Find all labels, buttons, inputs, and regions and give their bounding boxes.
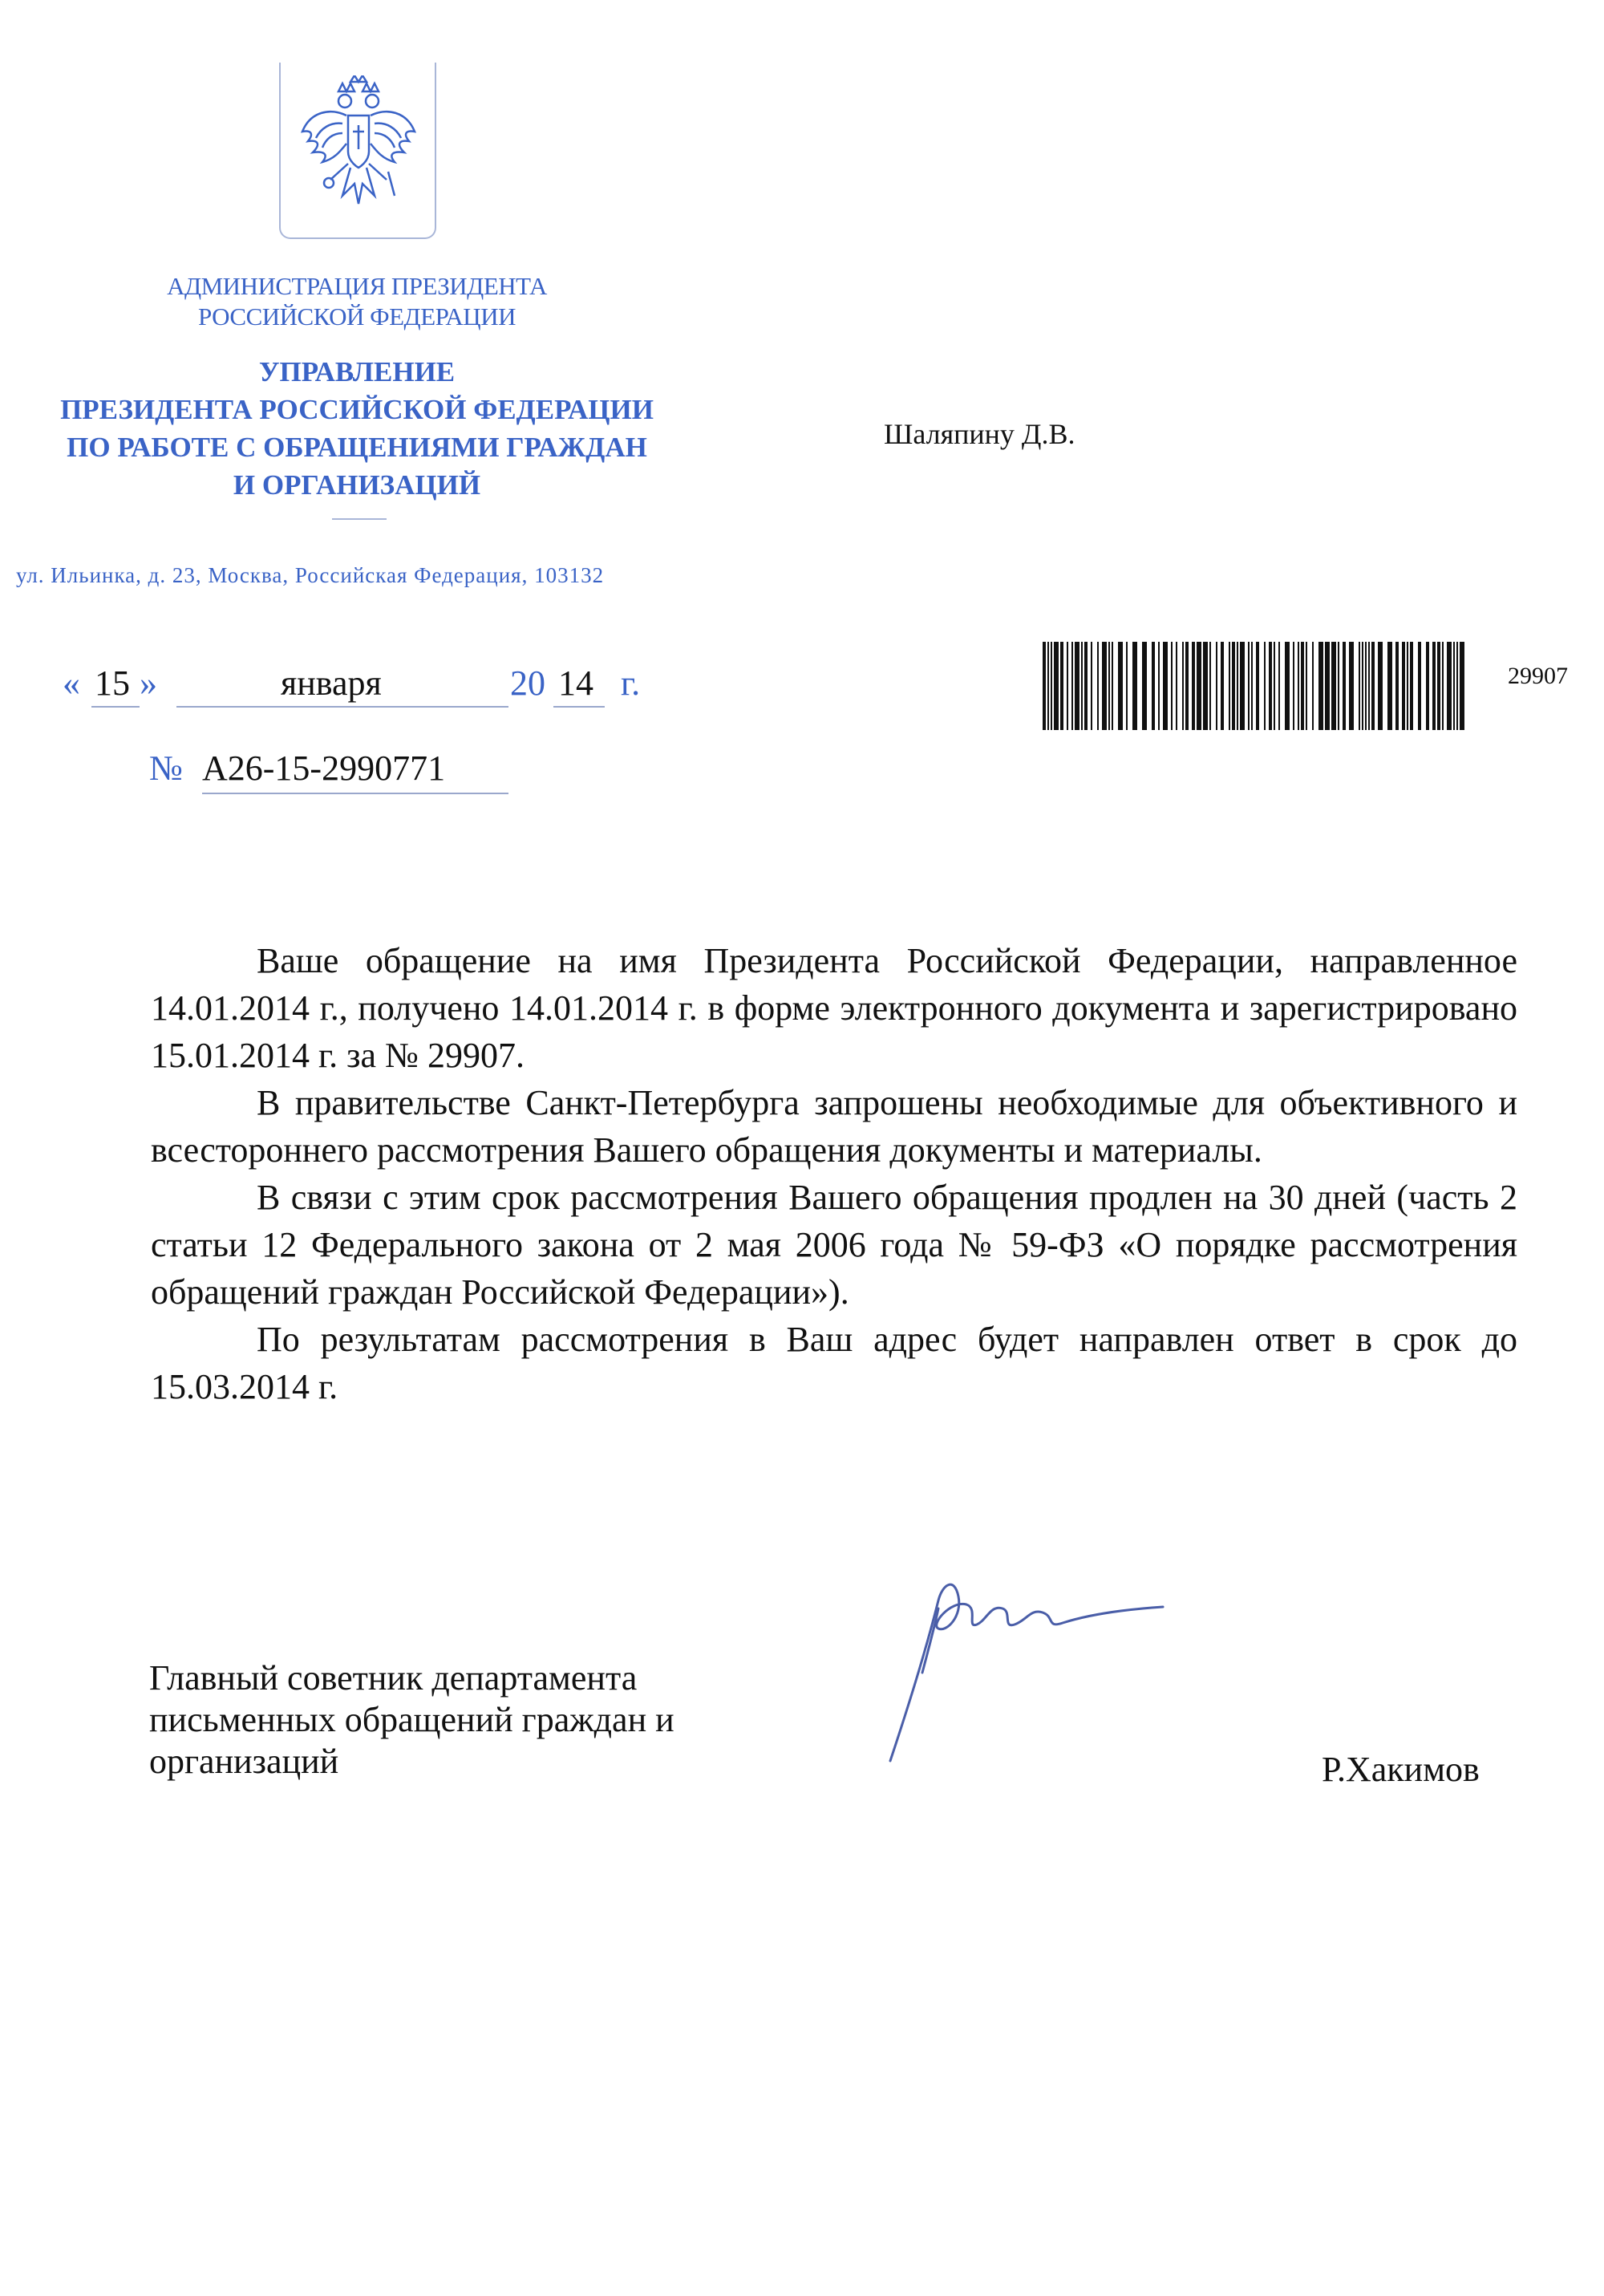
barcode-bar (1112, 642, 1113, 730)
signer-position-line2: письменных обращений граждан и (149, 1700, 674, 1739)
signer-position-line1: Главный советник департамента (149, 1658, 638, 1698)
barcode-bar (1216, 642, 1217, 730)
department-name-line2: ПРЕЗИДЕНТА РОССИЙСКОЙ ФЕДЕРАЦИИ (60, 394, 654, 425)
barcode-bar (1293, 642, 1294, 730)
date-day: 15 (95, 663, 130, 703)
registration-number (149, 748, 598, 796)
body-paragraph-1: Ваше обращение на имя Президента Российской Федерации, направленное 14.01.2014 г., получено 14.01.2014 г. в форме электронного документа и зарегистрировано 15.01.2014 г. за № 29907. (151, 941, 1517, 1075)
barcode-bar (1043, 642, 1046, 730)
barcode-bar (1298, 642, 1299, 730)
barcode-bar (1312, 642, 1314, 730)
barcode-bar (1051, 642, 1052, 730)
date-year-underline (553, 706, 605, 708)
registration-number-underline (202, 793, 508, 794)
barcode-bar (1163, 642, 1168, 730)
barcode-bar (1192, 642, 1195, 730)
barcode-bar (1126, 642, 1128, 730)
date-close-quote: » (140, 663, 157, 703)
barcode-bar (1359, 642, 1360, 730)
barcode-bar (1387, 642, 1392, 730)
barcode-bar (1203, 642, 1208, 730)
barcode-bar (1301, 642, 1304, 730)
letter-body (151, 937, 1517, 1410)
barcode-bar (1442, 642, 1444, 730)
body-paragraph-2: В правительстве Санкт-Петербурга запрошены необходимые для объективного и всестороннего рассмотрения Вашего обращения документы и материалы. (151, 1083, 1517, 1170)
body-paragraph-4: По результатам рассмотрения в Ваш адрес будет направлен ответ в срок до 15.03.2014 г. (151, 1320, 1517, 1406)
barcode-bar (1378, 642, 1383, 730)
number-sign: № (149, 748, 183, 788)
barcode-bar (1278, 642, 1280, 730)
department-name (48, 353, 666, 504)
barcode-bar (1142, 642, 1147, 730)
barcode-bar (1081, 642, 1083, 730)
date-year-suffix: 14 (558, 663, 593, 703)
barcode-bar (1209, 642, 1211, 730)
signer-position-line3: организаций (149, 1742, 339, 1781)
sender-address: ул. Ильинка, д. 23, Москва, Российская Федерация, 103132 (16, 563, 605, 587)
signer-position (149, 1657, 807, 1783)
barcode-bar (1426, 642, 1429, 730)
barcode-bar (1060, 642, 1063, 730)
barcode-number: 29907 (1508, 663, 1568, 689)
admin-name-line1: АДМИНИСТРАЦИЯ ПРЕЗИДЕНТА (167, 272, 547, 300)
handwritten-signature-icon (882, 1552, 1171, 1793)
barcode (1043, 642, 1468, 730)
barcode-bar (1091, 642, 1092, 730)
registration-number-value: А26-15-2990771 (202, 748, 446, 788)
barcode-bar (1407, 642, 1408, 730)
barcode-bar (1418, 642, 1421, 730)
barcode-bar (1437, 642, 1440, 730)
barcode-bar (1256, 642, 1259, 730)
barcode-bar (1197, 642, 1201, 730)
barcode-bar (1325, 642, 1330, 730)
barcode-bar (1229, 642, 1230, 730)
barcode-bar (1285, 642, 1290, 730)
barcode-bar (1185, 642, 1189, 730)
barcode-bar (1097, 642, 1099, 730)
barcode-bar (1318, 642, 1323, 730)
barcode-bar (1331, 642, 1336, 730)
barcode-bar (1047, 642, 1049, 730)
letter-date (63, 663, 672, 711)
barcode-bar (1248, 642, 1250, 730)
barcode-bar (1054, 642, 1059, 730)
barcode-bar (1447, 642, 1452, 730)
barcode-bar (1269, 642, 1272, 730)
barcode-bar (1402, 642, 1405, 730)
department-name-line4: И ОРГАНИЗАЦИЙ (233, 469, 481, 501)
date-open-quote: « (63, 663, 80, 703)
barcode-bar (1371, 642, 1375, 730)
date-month-underline (176, 706, 508, 708)
admin-name (144, 271, 569, 332)
barcode-bar (1251, 642, 1253, 730)
department-name-line3: ПО РАБОТЕ С ОБРАЩЕНИЯМИ ГРАЖДАН (67, 432, 647, 463)
barcode-bar (1075, 642, 1079, 730)
barcode-bar (1306, 642, 1307, 730)
barcode-bar (1132, 642, 1137, 730)
barcode-bar (1453, 642, 1455, 730)
date-day-underline (91, 706, 140, 708)
barcode-bar (1158, 642, 1160, 730)
barcode-bar (1395, 642, 1399, 730)
barcode-bar (1349, 642, 1354, 730)
date-year-mark: г. (621, 663, 641, 703)
barcode-bar (1084, 642, 1088, 730)
barcode-bar (1118, 642, 1123, 730)
date-month: января (281, 663, 382, 703)
barcode-bar (1232, 642, 1235, 730)
barcode-bar (1152, 642, 1155, 730)
barcode-bar (1343, 642, 1346, 730)
signer-name: Р.Хакимов (1322, 1750, 1480, 1789)
barcode-bar (1338, 642, 1339, 730)
barcode-bar (1410, 642, 1413, 730)
barcode-bar (1176, 642, 1177, 730)
barcode-bar (1102, 642, 1107, 730)
barcode-bar (1237, 642, 1238, 730)
header-divider (332, 518, 387, 520)
barcode-bar (1460, 642, 1464, 730)
barcode-bar (1171, 642, 1173, 730)
barcode-bar (1432, 642, 1436, 730)
barcode-bar (1365, 642, 1367, 730)
emblem-frame (279, 63, 436, 239)
barcode-bar (1362, 642, 1363, 730)
barcode-bar (1108, 642, 1110, 730)
department-name-line1: УПРАВЛЕНИЕ (258, 356, 456, 387)
barcode-bar (1264, 642, 1266, 730)
recipient-name: Шаляпину Д.В. (884, 418, 1075, 450)
barcode-bar (1071, 642, 1073, 730)
admin-name-line2: РОССИЙСКОЙ ФЕДЕРАЦИИ (198, 302, 516, 331)
barcode-bar (1240, 642, 1245, 730)
barcode-bar (1368, 642, 1370, 730)
double-headed-eagle-icon (298, 75, 419, 220)
barcode-bar (1067, 642, 1068, 730)
barcode-bar (1221, 642, 1224, 730)
barcode-bar (1456, 642, 1458, 730)
barcode-bar (1274, 642, 1275, 730)
body-paragraph-3: В связи с этим срок рассмотрения Вашего обращения продлен на 30 дней (часть 2 статьи 12 Федерального закона от 2 мая 2006 года № 59-ФЗ «О порядке рассмотрения обращений граждан Российской Федерации»). (151, 1178, 1517, 1312)
barcode-bar (1182, 642, 1184, 730)
date-year-prefix: 20 (510, 663, 545, 703)
